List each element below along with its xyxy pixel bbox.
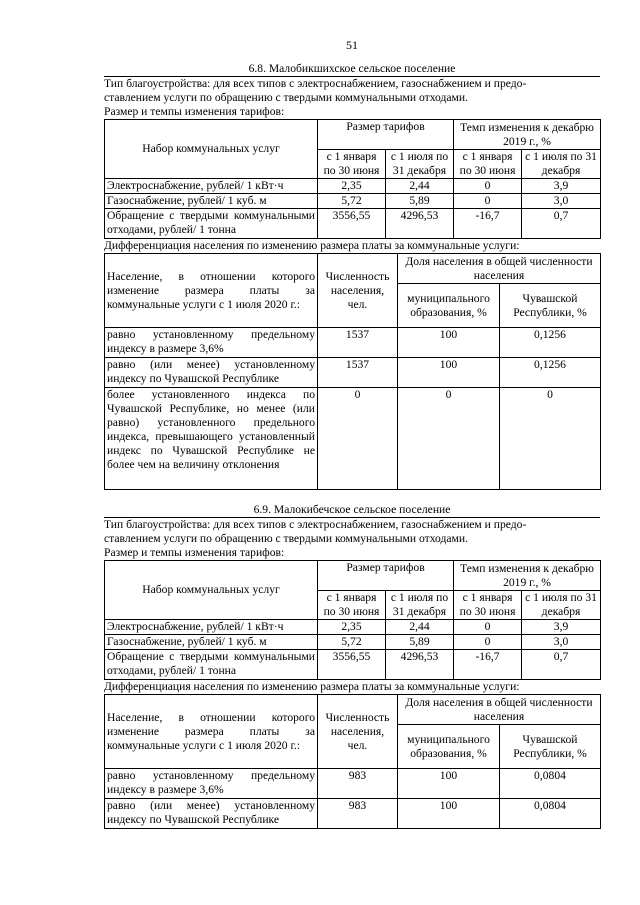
sub-col-republic: Чувашской Республики, % <box>500 284 601 328</box>
section-title: 6.8. Малобикшихское сельское поселение <box>104 62 600 77</box>
value-cell: 5,89 <box>386 635 454 650</box>
page-number: 51 <box>346 38 358 52</box>
value-cell: 983 <box>318 769 398 799</box>
value-cell: -16,7 <box>454 650 522 680</box>
value-cell: 0,7 <box>522 650 601 680</box>
value-cell: -16,7 <box>454 209 522 239</box>
col-size: Размер тарифов <box>318 120 454 150</box>
table-row <box>105 328 601 358</box>
value-cell: 2,35 <box>318 620 386 635</box>
diff-caption: Дифференциация населения по изменению размера платы за коммунальные услуги: <box>104 680 520 693</box>
table-row <box>105 650 601 680</box>
service-cell: Газоснабжение, рублей/ 1 куб. м <box>105 635 318 650</box>
section-6-9 <box>104 503 600 829</box>
value-cell: 3556,55 <box>318 650 386 680</box>
table-row <box>105 209 601 239</box>
value-cell: 0 <box>500 388 601 490</box>
label-cell: равно установленному предельному индексу в размере 3,6% <box>105 769 318 799</box>
table-row <box>105 358 601 388</box>
type-line-2: ставлением услуги по обращению с твердыми коммунальными отходами. <box>104 91 469 104</box>
value-cell: 2,44 <box>386 179 454 194</box>
sub-col: с 1 января по 30 июня <box>454 150 522 179</box>
sub-col: с 1 января по 30 июня <box>318 591 386 620</box>
table-row <box>105 179 601 194</box>
type-line-1: Тип благоустройства: для всех типов с электроснабжением, газоснабжением и предо- <box>104 77 527 90</box>
value-cell: 0,0804 <box>500 769 601 799</box>
tariffs-caption: Размер и темпы изменения тарифов: <box>104 546 285 559</box>
service-cell: Электроснабжение, рублей/ 1 кВт·ч <box>105 620 318 635</box>
col-rate: Темп изменения к декабрю 2019 г., % <box>454 561 601 591</box>
tariffs-caption: Размер и темпы изменения тарифов: <box>104 105 285 118</box>
value-cell: 0,1256 <box>500 358 601 388</box>
type-line-1: Тип благоустройства: для всех типов с электроснабжением, газоснабжением и предо- <box>104 518 527 531</box>
value-cell: 100 <box>398 358 500 388</box>
label-cell: равно (или менее) установленному индексу по Чувашской Республике <box>105 358 318 388</box>
value-cell: 4296,53 <box>386 209 454 239</box>
sub-col: с 1 января по 30 июня <box>318 150 386 179</box>
value-cell: 5,89 <box>386 194 454 209</box>
value-cell: 1537 <box>318 358 398 388</box>
service-cell: Газоснабжение, рублей/ 1 куб. м <box>105 194 318 209</box>
tariff-table <box>104 119 601 239</box>
value-cell: 3556,55 <box>318 209 386 239</box>
value-cell: 5,72 <box>318 194 386 209</box>
table-row <box>105 620 601 635</box>
table-row <box>105 799 601 829</box>
value-cell: 0 <box>398 388 500 490</box>
col-count: Численность населения, чел. <box>318 695 398 769</box>
diff-table <box>104 694 601 829</box>
col-population: Население, в отношении которого изменение размера платы за коммунальные услуги с 1 июля 2020 г.: <box>105 254 318 328</box>
table-row <box>105 388 601 490</box>
service-cell: Обращение с твердыми коммунальными отходами, рублей/ 1 тонна <box>105 650 318 680</box>
col-population: Население, в отношении которого изменение размера платы за коммунальные услуги с 1 июля 2020 г.: <box>105 695 318 769</box>
col-rate: Темп изменения к декабрю 2019 г., % <box>454 120 601 150</box>
sub-col: с 1 июля по 31 декабря <box>386 150 454 179</box>
label-cell: равно (или менее) установленному индексу по Чувашской Республике <box>105 799 318 829</box>
value-cell: 100 <box>398 799 500 829</box>
value-cell: 3,0 <box>522 635 601 650</box>
value-cell: 3,9 <box>522 620 601 635</box>
type-line-2: ставлением услуги по обращению с твердыми коммунальными отходами. <box>104 532 469 545</box>
section-6-8 <box>104 62 600 490</box>
table-row <box>105 194 601 209</box>
value-cell: 5,72 <box>318 635 386 650</box>
tariff-table <box>104 560 601 680</box>
value-cell: 0,0804 <box>500 799 601 829</box>
value-cell: 0 <box>454 620 522 635</box>
service-cell: Электроснабжение, рублей/ 1 кВт·ч <box>105 179 318 194</box>
col-share: Доля населения в общей численности населения <box>398 254 601 284</box>
section-title: 6.9. Малокибечское сельское поселение <box>104 503 600 518</box>
value-cell: 4296,53 <box>386 650 454 680</box>
value-cell: 0 <box>454 194 522 209</box>
sub-col: с 1 января по 30 июня <box>454 591 522 620</box>
table-row <box>105 635 601 650</box>
sub-col: с 1 июля по 31 декабря <box>386 591 454 620</box>
table-row <box>105 769 601 799</box>
sub-col-municipal: муниципального образования, % <box>398 725 500 769</box>
value-cell: 983 <box>318 799 398 829</box>
sub-col: с 1 июля по 31 декабря <box>522 150 601 179</box>
value-cell: 3,9 <box>522 179 601 194</box>
value-cell: 0 <box>318 388 398 490</box>
value-cell: 0 <box>454 635 522 650</box>
diff-caption: Дифференциация населения по изменению размера платы за коммунальные услуги: <box>104 239 520 252</box>
value-cell: 3,0 <box>522 194 601 209</box>
value-cell: 0 <box>454 179 522 194</box>
value-cell: 2,44 <box>386 620 454 635</box>
col-services: Набор коммунальных услуг <box>105 120 318 179</box>
service-cell: Обращение с твердыми коммунальными отходами, рублей/ 1 тонна <box>105 209 318 239</box>
value-cell: 0,1256 <box>500 328 601 358</box>
value-cell: 1537 <box>318 328 398 358</box>
col-services: Набор коммунальных услуг <box>105 561 318 620</box>
col-share: Доля населения в общей численности населения <box>398 695 601 725</box>
col-count: Численность населения, чел. <box>318 254 398 328</box>
label-cell: более установленного индекса по Чувашской Республике, но менее (или равно) установленного предельного индекса, превышающего установленный индекс по Чувашской Республике не более чем на величину отклонения <box>105 388 318 490</box>
value-cell: 100 <box>398 769 500 799</box>
sub-col: с 1 июля по 31 декабря <box>522 591 601 620</box>
sub-col-republic: Чувашской Республики, % <box>500 725 601 769</box>
sub-col-municipal: муниципального образования, % <box>398 284 500 328</box>
diff-table <box>104 253 601 490</box>
value-cell: 0,7 <box>522 209 601 239</box>
label-cell: равно установленному предельному индексу в размере 3,6% <box>105 328 318 358</box>
value-cell: 100 <box>398 328 500 358</box>
value-cell: 2,35 <box>318 179 386 194</box>
col-size: Размер тарифов <box>318 561 454 591</box>
